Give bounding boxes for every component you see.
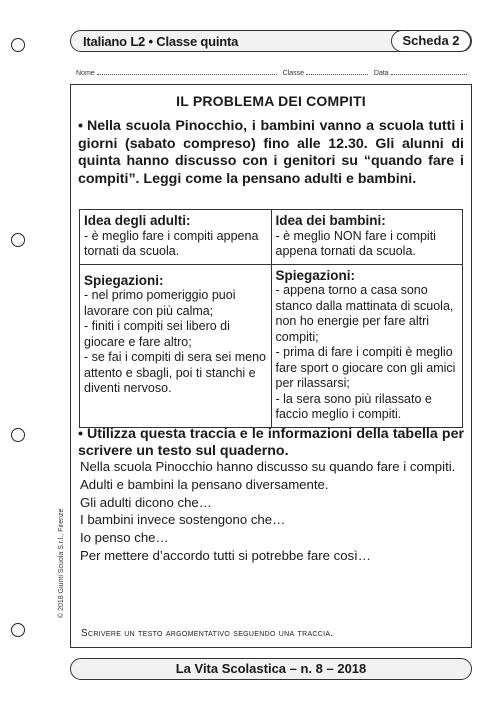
copyright-notice: © 2018 Giunti Scuola S.r.l., Firenze	[58, 508, 65, 618]
task-text: Utilizza questa traccia e le informazioni della tabella per scrivere un testo sul quaderno.	[78, 426, 464, 459]
table-row	[80, 210, 463, 265]
date-field[interactable]	[391, 67, 467, 75]
sheet-label: Scheda 2	[391, 30, 471, 52]
children-expl-header: Spiegazioni:	[275, 267, 356, 283]
children-idea: - è meglio NON fare i compiti appena tornati da scuola.	[275, 228, 436, 258]
student-fields	[76, 67, 472, 77]
draft-line: Io penso che…	[80, 530, 169, 546]
footer-bar: La Vita Scolastica – n. 8 – 2018	[70, 658, 472, 680]
course-label: Italiano L2 • Classe quinta	[83, 34, 239, 49]
table-row	[80, 264, 463, 427]
binder-hole	[11, 38, 25, 52]
name-field[interactable]	[97, 67, 277, 75]
header-bar	[70, 30, 472, 52]
binder-hole	[11, 623, 25, 637]
ideas-table	[79, 209, 463, 428]
draft-line: Per mettere d’accordo tutti si potrebbe fare così…	[80, 547, 371, 563]
class-field[interactable]	[306, 67, 368, 75]
adults-explanation-cell	[80, 264, 272, 427]
skill-footnote: Scrivere un testo argomentativo seguendo una traccia.	[81, 628, 334, 639]
bullet-icon: •	[78, 118, 83, 134]
children-explanation-cell	[271, 264, 463, 427]
adults-header: Idea degli adulti:	[84, 213, 191, 228]
name-label: Nome	[76, 70, 95, 77]
bullet-icon: •	[78, 426, 83, 442]
draft-line: Gli adulti dicono che…	[80, 494, 212, 510]
draft-outline	[80, 458, 470, 565]
adults-idea-cell	[80, 210, 272, 265]
children-idea-cell	[271, 210, 463, 265]
draft-line: I bambini invece sostengono che…	[80, 512, 286, 528]
adults-explanations: - nel primo pomeriggio puoi lavorare con più calma; - finiti i compiti sei libero di giocare e fare altro; - se fai i compiti di sera sei meno attento e sbagli, poi ti stanchi e diventi nervoso.	[84, 288, 267, 395]
binder-hole	[11, 428, 25, 442]
children-header: Idea dei bambini:	[275, 213, 386, 228]
class-label: Classe	[282, 70, 304, 77]
adults-idea: - è meglio fare i compiti appena tornati da scuola.	[84, 228, 259, 258]
task-instruction	[78, 426, 464, 459]
page-title: IL PROBLEMA DEI COMPITI	[176, 93, 366, 109]
draft-line: Adulti e bambini la pensano diversamente.	[80, 476, 329, 492]
binder-hole	[11, 233, 25, 247]
intro-text: Nella scuola Pinocchio, i bambini vanno a scuola tutti i giorni (sabato compreso) fino alle 12.30. Gli alunni di quinta hanno discusso con i genitori su “quando fare i compiti”. Leggi come la pensano adulti e bambini.	[78, 118, 464, 187]
children-explanations: - appena torno a casa sono stanco dalla mattinata di scuola, non ho energie per fare altri compiti; - prima di fare i compiti è meglio fare sport o giocare con gli amici per rilassarsi; - la sera sono più rilassato e faccio meglio i compiti.	[275, 283, 456, 421]
draft-line: Nella scuola Pinocchio hanno discusso su quando fare i compiti.	[80, 459, 456, 474]
adults-expl-header: Spiegazioni:	[84, 272, 164, 288]
date-label: Data	[373, 70, 389, 77]
intro-paragraph	[78, 118, 464, 188]
